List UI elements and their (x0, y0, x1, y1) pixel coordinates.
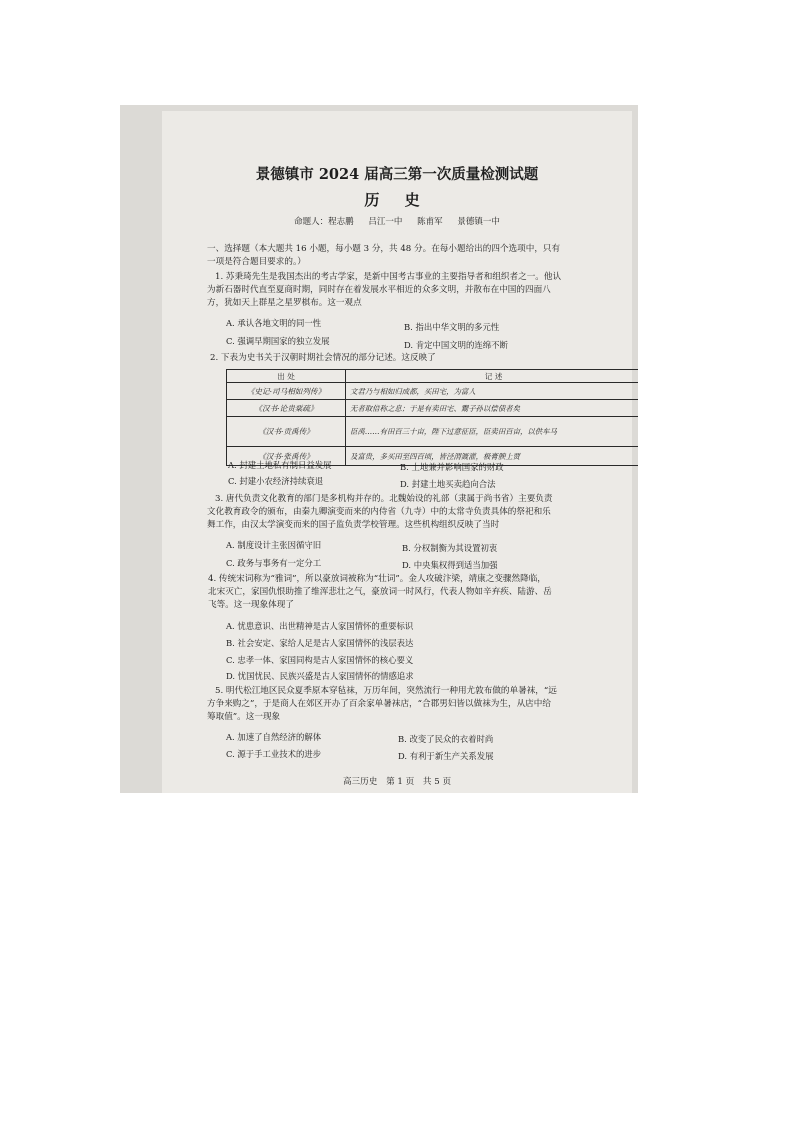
q1-line-1: 1. 苏秉琦先生是我国杰出的考古学家，是新中国考古事业的主要指导者和组织者之一。他认 (215, 272, 562, 282)
footer-page: 第 1 页 (386, 777, 415, 787)
exam-title: 景德镇市 2024 届高三第一次质量检测试题 (255, 166, 539, 183)
author-1: 命题人：程志鹏 (294, 217, 354, 227)
q3-option-b: B. 分权制衡为其设置初衷 (402, 543, 498, 553)
q3-line-1: 3. 唐代负责文化教育的部门是多机构并存的。北魏始设的礼部（隶属于尚书省）主要负责 (215, 494, 553, 504)
q5-line-3: 筹取值”。这一现象 (207, 712, 281, 723)
q4-option-b: B. 社会安定、家给人足是古人家国情怀的浅层表达 (226, 638, 414, 648)
q5-option-c: C. 源于手工业技术的进步 (226, 749, 322, 759)
history-table (226, 369, 638, 466)
q4-line-3: 飞等。这一现象体现了 (208, 600, 294, 611)
q1-line-2: 为新石器时代直至夏商时期，同时存在着发展水平相近的众多文明，并散布在中国的四面八 (207, 285, 551, 296)
table-cell-source: 《史记·司马相如列传》 (227, 383, 346, 399)
footer-total: 共 5 页 (422, 777, 452, 787)
question-4 (208, 573, 552, 613)
table-cell-source: 《汉书·贡禹传》 (227, 417, 346, 446)
table-header-source: 出 处 (227, 370, 346, 382)
q2-stem: 2. 下表为史书关于汉朝时期社会情况的部分记述。这反映了 (210, 353, 436, 363)
q5-option-b: B. 改变了民众的衣着时尚 (398, 734, 494, 744)
author-4: 景德镇一中 (457, 217, 500, 227)
footer-subject: 高三历史 (342, 777, 378, 787)
q4-option-d: D. 忧国忧民、民族兴盛是古人家国情怀的情感追求 (226, 671, 414, 681)
table-cell-record: 及富贵，多买田至四百顷，皆泾渭溉灌，极膏腴上贾 (350, 451, 520, 461)
authors-line (162, 215, 632, 227)
question-5 (207, 685, 557, 725)
section-line-2: 一项是符合题目要求的。） (207, 257, 306, 268)
q2-option-a: A. 封建土地私有制日益发展 (228, 460, 332, 470)
q1-option-d: D. 肯定中国文明的连绵不断 (404, 340, 508, 350)
subject-title: 历 史 (364, 191, 430, 209)
q4-line-1: 4. 传统宋词称为“雅词”，所以豪放词被称为“壮词”。金人攻破汴梁，靖康之变骤然降临， (208, 574, 546, 584)
q1-option-a: A. 承认各地文明的同一性 (226, 318, 322, 328)
section-line-1: 一、选择题（本大题共 16 小题，每小题 3 分，共 48 分。在每小题给出的四个选项中，只有 (207, 244, 561, 254)
author-3: 陈甫军 (417, 217, 443, 227)
table-cell-record: 臣禹……有田百三十亩，陛下过意征臣，臣卖田百亩，以供车马 (350, 427, 557, 436)
table-cell-record: 文君乃与相如归成都，买田宅，为富人 (350, 386, 476, 396)
table-row (227, 383, 638, 400)
table-row (227, 400, 638, 417)
table-cell-source: 《汉书·论贵粟疏》 (227, 400, 346, 416)
table-row (227, 417, 638, 447)
table-cell-record: 无者取倍称之息；于是有卖田宅、鬻子孙以偿债者矣 (350, 403, 520, 413)
q3-line-3: 舞工作，由汉太学演变而来的国子监负责学校管理。这些机构组织反映了当时 (207, 520, 500, 531)
q1-option-c: C. 强调早期国家的独立发展 (226, 336, 330, 346)
exam-page (162, 111, 632, 793)
author-2: 吕江一中 (368, 217, 403, 227)
q2-option-c: C. 封建小农经济持续衰退 (228, 476, 324, 486)
q3-option-d: D. 中央集权得到适当加强 (402, 560, 498, 570)
q3-option-a: A. 制度设计主张因循守旧 (226, 540, 322, 550)
q2-option-b: B. 土地兼并影响国家的财政 (400, 462, 504, 472)
q4-line-2: 北宋灭亡，家国仇恨助推了维浑悲壮之气，豪放词一时风行，代表人物如辛弃疾、陆游、岳 (208, 587, 552, 598)
page-footer (162, 775, 632, 787)
table-header-record: 记 述 (484, 371, 503, 381)
question-3 (207, 493, 553, 533)
scanned-photo (120, 105, 638, 793)
section-heading (207, 243, 560, 269)
q5-line-2: 方争来购之”，于是商人在郊区开办了百余家单暑袜店，“合郡男妇皆以做袜为生，从店中给 (207, 699, 551, 710)
q2-option-d: D. 封建土地买卖趋向合法 (400, 479, 496, 489)
q4-option-a: A. 忧患意识、出世精神是古人家国情怀的重要标识 (226, 621, 414, 631)
q1-line-3: 方，犹如天上群星之星罗棋布。这一观点 (207, 298, 362, 309)
q5-option-a: A. 加速了自然经济的解体 (226, 732, 322, 742)
table-cell-source: 《汉书·张禹传》 (227, 447, 346, 465)
q4-option-c: C. 忠孝一体、家国同构是古人家国情怀的核心要义 (226, 655, 414, 665)
q1-option-b: B. 指出中华文明的多元性 (404, 322, 500, 332)
q5-option-d: D. 有利于新生产关系发展 (398, 751, 494, 761)
question-1 (207, 271, 561, 311)
q5-line-1: 5. 明代松江地区民众夏季原本穿毡袜，万历年间，突然流行一种用尤敦布做的单暑袜，“远 (215, 686, 557, 696)
q3-option-c: C. 政务与事务有一定分工 (226, 558, 322, 568)
table-header-row (227, 370, 638, 383)
q3-line-2: 文化教育政令的颁布，由秦九卿演变而来的内侍省（九寺）中的太常寺负责具体的祭祀和乐 (207, 507, 551, 518)
